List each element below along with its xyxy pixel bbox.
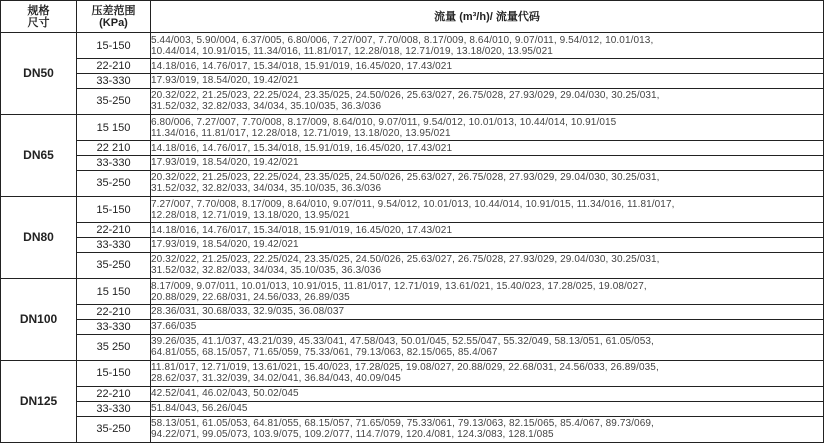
table-row — [1, 278, 824, 304]
flow-values-line: 7.27/007, 7.70/008, 8.17/009, 8.64/010, 9.07/011, 9.54/012, 10.01/013, 10.44/014, 10.91/015, 11.34/016, 11.81/017, — [151, 198, 675, 210]
flow-values-cell — [151, 305, 824, 320]
flow-values-line: 31.52/032, 32.82/033, 34/034, 35.10/035, 36.3/036 — [151, 265, 382, 277]
flow-values-line: 14.18/016, 14.76/017, 15.34/018, 15.91/019, 16.45/020, 17.43/021 — [151, 60, 453, 72]
flow-values-cell — [151, 73, 824, 88]
flow-values-cell — [151, 88, 824, 114]
flow-values-cell — [151, 59, 824, 74]
flow-values-line: 11.34/016, 11.81/017, 12.28/018, 12.71/019, 13.18/020, 13.95/021 — [151, 127, 451, 139]
flow-values-line: 6.80/006, 7.27/007, 7.70/008, 8.17/009, 8.64/010, 9.07/011, 9.54/012, 10.01/013, 10.44/014, 10.91/015 — [151, 116, 617, 128]
flow-values-cell — [151, 155, 824, 170]
size-cell: DN80 — [1, 196, 77, 278]
pressure-range-cell: 35-250 — [77, 88, 151, 114]
pressure-range-cell: 22-210 — [77, 305, 151, 320]
table-row — [1, 114, 824, 140]
pressure-range-cell: 33-330 — [77, 319, 151, 334]
pressure-range-cell: 35-250 — [77, 416, 151, 442]
flow-values-cell — [151, 334, 824, 360]
flow-values-line: 39.26/035, 41.1/037, 43.21/039, 45.33/041, 47.58/043, 50.01/045, 52.55/047, 55.32/049, 58.13/051, 61.05/053, — [151, 336, 654, 348]
flow-values-line: 94.22/071, 99.05/073, 103.9/075, 109.2/077, 114.7/079, 120.4/081, 124.3/083, 128.1/085 — [151, 429, 554, 441]
table-row — [1, 33, 824, 59]
table-row — [1, 88, 824, 114]
pressure-range-cell: 35-250 — [77, 252, 151, 278]
flow-values-line: 64.81/055, 68.15/057, 71.65/059, 75.33/061, 79.13/063, 82.15/065, 85.4/067 — [151, 347, 498, 359]
flow-values-cell — [151, 196, 824, 222]
pressure-range-cell: 15 150 — [77, 114, 151, 140]
flow-values-line: 20.88/029, 22.68/031, 24.56/033, 26.89/035 — [151, 291, 350, 303]
flow-values-line: 8.17/009, 9.07/011, 10.01/013, 10.91/015, 11.81/017, 12.71/019, 13.61/021, 15.40/023, 17.28/025, 19.08/027, — [151, 280, 647, 292]
header-range-line-1: 压差范围 — [91, 4, 136, 17]
table-row — [1, 170, 824, 196]
flow-values-line: 20.32/022, 21.25/023, 22.25/024, 23.35/025, 24.50/026, 25.63/027, 26.75/028, 27.93/029, 29.04/030, 30.25/031, — [151, 90, 660, 102]
table-body — [1, 33, 824, 443]
flow-values-line: 42.52/041, 46.02/043, 50.02/045 — [151, 388, 299, 400]
flow-values-cell — [151, 33, 824, 59]
flow-values-line: 28.36/031, 30.68/033, 32.9/035, 36.08/037 — [151, 306, 345, 318]
pressure-range-cell: 22 210 — [77, 141, 151, 156]
flow-values-line: 20.32/022, 21.25/023, 22.25/024, 23.35/025, 24.50/026, 25.63/027, 26.75/028, 27.93/029, 29.04/030, 30.25/031, — [151, 172, 660, 184]
flow-values-cell — [151, 401, 824, 416]
pressure-range-cell: 33-330 — [77, 237, 151, 252]
pressure-range-cell: 33-330 — [77, 155, 151, 170]
pressure-range-cell: 33-330 — [77, 401, 151, 416]
flow-values-cell — [151, 319, 824, 334]
flow-values-line: 51.84/043, 56.26/045 — [151, 403, 248, 415]
flow-values-cell — [151, 278, 824, 304]
pressure-range-cell: 33-330 — [77, 73, 151, 88]
flow-values-cell — [151, 114, 824, 140]
size-cell: DN125 — [1, 360, 77, 442]
size-cell: DN100 — [1, 278, 77, 360]
table-row — [1, 360, 824, 386]
flow-values-line: 31.52/032, 32.82/033, 34/034, 35.10/035, 36.3/036 — [151, 101, 382, 113]
flow-values-cell — [151, 141, 824, 156]
table-row — [1, 319, 824, 334]
header-range-line-2: (KPa) — [99, 16, 128, 29]
flow-values-cell — [151, 237, 824, 252]
pressure-range-cell: 22-210 — [77, 223, 151, 238]
pressure-range-cell: 22-210 — [77, 59, 151, 74]
flow-values-cell — [151, 252, 824, 278]
table-row — [1, 59, 824, 74]
pressure-range-cell: 35 250 — [77, 334, 151, 360]
flow-values-line: 17.93/019, 18.54/020, 19.42/021 — [151, 157, 299, 169]
header-size-line-1: 规格 — [27, 4, 50, 17]
flow-values-line: 58.13/051, 61.05/053, 64.81/055, 68.15/057, 71.65/059, 75.33/061, 79.13/063, 82.15/065, 85.4/067, 89.73/069, — [151, 418, 654, 430]
flow-values-line: 12.28/018, 12.71/019, 13.18/020, 13.95/021 — [151, 209, 350, 221]
pressure-range-cell: 35-250 — [77, 170, 151, 196]
header-range — [77, 1, 151, 33]
pressure-range-cell: 15 150 — [77, 278, 151, 304]
flow-values-cell — [151, 360, 824, 386]
flow-values-line: 20.32/022, 21.25/023, 22.25/024, 23.35/025, 24.50/026, 25.63/027, 26.75/028, 27.93/029, 29.04/030, 30.25/031, — [151, 254, 660, 266]
flow-values-line: 28.62/037, 31.32/039, 34.02/041, 36.84/043, 40.09/045 — [151, 373, 401, 385]
table-row — [1, 73, 824, 88]
table-row — [1, 196, 824, 222]
flow-values-cell — [151, 416, 824, 442]
flow-values-line: 31.52/032, 32.82/033, 34/034, 35.10/035, 36.3/036 — [151, 183, 382, 195]
table-row — [1, 223, 824, 238]
flow-values-line: 11.81/017, 12.71/019, 13.61/021, 15.40/023, 17.28/025, 19.08/027, 20.88/029, 22.68/031, 24.56/033, 26.89/035, — [151, 362, 659, 374]
size-cell: DN65 — [1, 114, 77, 196]
pressure-range-cell: 15-150 — [77, 196, 151, 222]
table-row — [1, 334, 824, 360]
table-row — [1, 305, 824, 320]
table-row — [1, 401, 824, 416]
size-cell: DN50 — [1, 33, 77, 115]
flow-values-cell — [151, 170, 824, 196]
table-row — [1, 416, 824, 442]
flow-values-line: 17.93/019, 18.54/020, 19.42/021 — [151, 75, 299, 87]
flow-values-line: 17.93/019, 18.54/020, 19.42/021 — [151, 239, 299, 251]
header-row — [1, 1, 824, 33]
flow-values-line: 37.66/035 — [151, 321, 197, 333]
pressure-range-cell: 22-210 — [77, 387, 151, 402]
flow-values-cell — [151, 387, 824, 402]
table-row — [1, 155, 824, 170]
table-row — [1, 387, 824, 402]
table-row — [1, 237, 824, 252]
table-row — [1, 252, 824, 278]
pressure-range-cell: 15-150 — [77, 33, 151, 59]
flow-values-line: 14.18/016, 14.76/017, 15.34/018, 15.91/019, 16.45/020, 17.43/021 — [151, 142, 453, 154]
header-flow: 流量 (m³/h)/ 流量代码 — [151, 1, 824, 33]
flow-values-line: 10.44/014, 10.91/015, 11.34/016, 11.81/017, 12.28/018, 12.71/019, 13.18/020, 13.95/021 — [151, 45, 553, 57]
table-row — [1, 141, 824, 156]
flow-values-line: 5.44/003, 5.90/004, 6.37/005, 6.80/006, 7.27/007, 7.70/008, 8.17/009, 8.64/010, 9.07/011, 9.54/012, 10.01/013, — [151, 34, 654, 46]
flow-values-cell — [151, 223, 824, 238]
pressure-range-cell: 15-150 — [77, 360, 151, 386]
flow-values-line: 14.18/016, 14.76/017, 15.34/018, 15.91/019, 16.45/020, 17.43/021 — [151, 224, 453, 236]
header-size-line-2: 尺寸 — [27, 16, 50, 29]
header-size — [1, 1, 77, 33]
